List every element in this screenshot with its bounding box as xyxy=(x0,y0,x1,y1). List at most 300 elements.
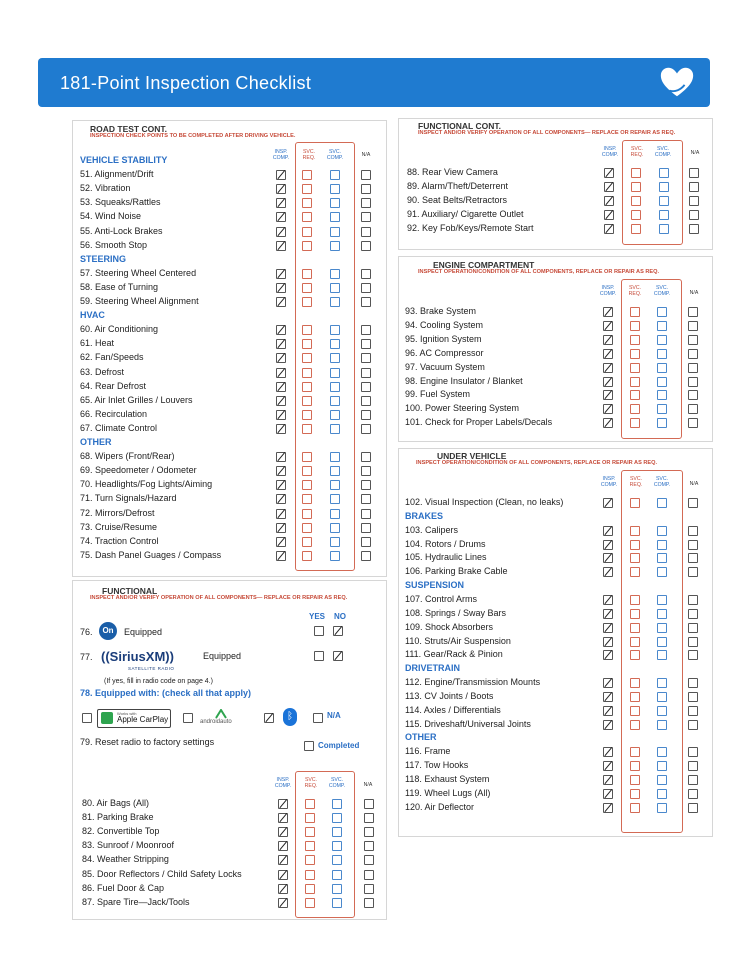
svc-req-checkbox[interactable] xyxy=(630,650,640,660)
svc-comp-checkbox[interactable] xyxy=(657,349,667,359)
svc-req-checkbox[interactable] xyxy=(302,353,312,363)
svc-req-checkbox[interactable] xyxy=(630,321,640,331)
svc-req-checkbox[interactable] xyxy=(305,884,315,894)
na-checkbox[interactable] xyxy=(361,339,371,349)
insp-comp-checkbox[interactable] xyxy=(603,761,613,771)
svc-req-checkbox[interactable] xyxy=(302,283,312,293)
insp-comp-checkbox[interactable] xyxy=(278,898,288,908)
svc-req-checkbox[interactable] xyxy=(302,523,312,533)
checklist-item-label: 65. Air Inlet Grilles / Louvers xyxy=(80,394,193,405)
na-checkbox[interactable] xyxy=(364,827,374,837)
na-checkbox[interactable] xyxy=(688,706,698,716)
insp-comp-checkbox[interactable] xyxy=(276,212,286,222)
svc-req-checkbox[interactable] xyxy=(630,637,640,647)
svc-req-checkbox[interactable] xyxy=(302,227,312,237)
svc-req-checkbox[interactable] xyxy=(305,827,315,837)
na-checkbox[interactable] xyxy=(361,480,371,490)
svc-req-checkbox[interactable] xyxy=(305,799,315,809)
na-checkbox[interactable] xyxy=(688,307,698,317)
svc-req-checkbox[interactable] xyxy=(631,182,641,192)
svc-req-checkbox[interactable] xyxy=(302,480,312,490)
heart-icon xyxy=(658,64,696,102)
svc-req-checkbox[interactable] xyxy=(302,170,312,180)
checklist-item-label: 97. Vacuum System xyxy=(405,361,485,372)
svc-req-checkbox[interactable] xyxy=(302,537,312,547)
insp-comp-checkbox[interactable] xyxy=(276,466,286,476)
bluetooth-checkbox[interactable] xyxy=(264,713,274,723)
svc-comp-checkbox[interactable] xyxy=(657,498,667,508)
svc-comp-checkbox[interactable] xyxy=(657,526,667,536)
na-checkbox[interactable] xyxy=(688,678,698,688)
insp-comp-checkbox[interactable] xyxy=(603,747,613,757)
insp-comp-checkbox[interactable] xyxy=(603,678,613,688)
svc-req-checkbox[interactable] xyxy=(302,509,312,519)
insp-comp-checkbox[interactable] xyxy=(278,884,288,894)
na-checkbox[interactable] xyxy=(361,382,371,392)
svc-req-checkbox[interactable] xyxy=(302,424,312,434)
svc-req-checkbox[interactable] xyxy=(630,775,640,785)
svc-req-checkbox[interactable] xyxy=(630,609,640,619)
functional-subtitle: INSPECT AND/OR VERIFY OPERATION OF ALL COMPONENTS— REPLACE OR REPAIR AS REQ. xyxy=(90,595,348,601)
svc-req-checkbox[interactable] xyxy=(630,540,640,550)
svc-req-checkbox[interactable] xyxy=(630,335,640,345)
svc-req-checkbox[interactable] xyxy=(631,224,641,234)
insp-comp-checkbox[interactable] xyxy=(604,224,614,234)
svc-comp-checkbox[interactable] xyxy=(330,227,340,237)
na-checkbox[interactable] xyxy=(361,551,371,561)
svc-req-checkbox[interactable] xyxy=(302,382,312,392)
na-checkbox[interactable] xyxy=(361,537,371,547)
insp-comp-checkbox[interactable] xyxy=(276,198,286,208)
item-76-yes-checkbox[interactable] xyxy=(314,626,324,636)
na-checkbox[interactable] xyxy=(361,269,371,279)
na-checkbox[interactable] xyxy=(688,595,698,605)
na-checkbox[interactable] xyxy=(688,720,698,730)
svc-comp-checkbox[interactable] xyxy=(657,390,667,400)
insp-comp-checkbox[interactable] xyxy=(276,509,286,519)
svc-req-checkbox[interactable] xyxy=(630,498,640,508)
svc-req-checkbox[interactable] xyxy=(630,747,640,757)
svc-comp-checkbox[interactable] xyxy=(330,396,340,406)
na-checkbox[interactable] xyxy=(688,404,698,414)
na-checkbox[interactable] xyxy=(689,168,699,178)
insp-comp-checkbox[interactable] xyxy=(603,692,613,702)
insp-comp-checkbox[interactable] xyxy=(278,799,288,809)
svc-comp-checkbox[interactable] xyxy=(330,551,340,561)
svc-comp-checkbox[interactable] xyxy=(330,241,340,251)
svc-comp-checkbox[interactable] xyxy=(659,210,669,220)
svc-comp-checkbox[interactable] xyxy=(332,799,342,809)
svc-comp-checkbox[interactable] xyxy=(657,623,667,633)
na-checkbox[interactable] xyxy=(689,224,699,234)
na-checkbox[interactable] xyxy=(361,452,371,462)
insp-comp-checkbox[interactable] xyxy=(278,813,288,823)
na-checkbox[interactable] xyxy=(361,198,371,208)
svc-comp-checkbox[interactable] xyxy=(657,720,667,730)
svc-req-checkbox[interactable] xyxy=(630,678,640,688)
eng-col-svc-comp: SVC. COMP. xyxy=(653,285,671,297)
checklist-item-label: 99. Fuel System xyxy=(405,389,471,400)
insp-comp-checkbox[interactable] xyxy=(276,537,286,547)
svc-comp-checkbox[interactable] xyxy=(657,567,667,577)
svc-comp-checkbox[interactable] xyxy=(657,321,667,331)
insp-comp-checkbox[interactable] xyxy=(276,410,286,420)
na-checkbox[interactable] xyxy=(361,353,371,363)
svc-comp-checkbox[interactable] xyxy=(657,775,667,785)
checklist-item-label: 92. Key Fob/Keys/Remote Start xyxy=(407,223,534,234)
insp-comp-checkbox[interactable] xyxy=(276,241,286,251)
svc-comp-checkbox[interactable] xyxy=(657,377,667,387)
svc-comp-checkbox[interactable] xyxy=(330,480,340,490)
insp-comp-checkbox[interactable] xyxy=(604,196,614,206)
svc-req-checkbox[interactable] xyxy=(302,368,312,378)
insp-comp-checkbox[interactable] xyxy=(603,404,613,414)
insp-comp-checkbox[interactable] xyxy=(278,827,288,837)
insp-comp-checkbox[interactable] xyxy=(276,325,286,335)
checklist-item-label: 60. Air Conditioning xyxy=(80,324,159,335)
na-checkbox[interactable] xyxy=(361,509,371,519)
insp-comp-checkbox[interactable] xyxy=(603,390,613,400)
insp-comp-checkbox[interactable] xyxy=(603,623,613,633)
svc-comp-checkbox[interactable] xyxy=(659,182,669,192)
insp-comp-checkbox[interactable] xyxy=(278,841,288,851)
na-checkbox[interactable] xyxy=(688,363,698,373)
svc-comp-checkbox[interactable] xyxy=(330,523,340,533)
svc-comp-checkbox[interactable] xyxy=(330,212,340,222)
svc-req-checkbox[interactable] xyxy=(630,553,640,563)
na-checkbox[interactable] xyxy=(361,466,371,476)
na-checkbox[interactable] xyxy=(688,377,698,387)
checklist-item-label: 81. Parking Brake xyxy=(82,812,154,823)
androidauto-checkbox[interactable] xyxy=(183,713,193,723)
insp-comp-checkbox[interactable] xyxy=(276,424,286,434)
na-checkbox[interactable] xyxy=(364,884,374,894)
insp-comp-checkbox[interactable] xyxy=(603,307,613,317)
na-checkbox[interactable] xyxy=(361,368,371,378)
svc-comp-checkbox[interactable] xyxy=(330,410,340,420)
svc-req-checkbox[interactable] xyxy=(630,377,640,387)
svc-req-checkbox[interactable] xyxy=(302,212,312,222)
engine-subtitle: INSPECT OPERATION/CONDITION OF ALL COMPONENTS, REPLACE OR REPAIR AS REQ. xyxy=(418,269,660,275)
checklist-item-label: 71. Turn Signals/Hazard xyxy=(80,493,177,504)
insp-comp-checkbox[interactable] xyxy=(604,168,614,178)
svc-comp-checkbox[interactable] xyxy=(330,424,340,434)
svc-req-checkbox[interactable] xyxy=(305,813,315,823)
svc-req-checkbox[interactable] xyxy=(630,404,640,414)
carplay-checkbox[interactable] xyxy=(82,713,92,723)
insp-comp-checkbox[interactable] xyxy=(276,480,286,490)
svc-req-checkbox[interactable] xyxy=(630,595,640,605)
na-checkbox[interactable] xyxy=(688,540,698,550)
svc-comp-checkbox[interactable] xyxy=(657,404,667,414)
svc-comp-checkbox[interactable] xyxy=(332,827,342,837)
na-checkbox[interactable] xyxy=(688,623,698,633)
checklist-item-label: 52. Vibration xyxy=(80,183,131,194)
na-checkbox[interactable] xyxy=(688,609,698,619)
svc-comp-checkbox[interactable] xyxy=(657,335,667,345)
checklist-item-label: 73. Cruise/Resume xyxy=(80,521,158,532)
insp-comp-checkbox[interactable] xyxy=(276,452,286,462)
svc-comp-checkbox[interactable] xyxy=(330,382,340,392)
svc-comp-checkbox[interactable] xyxy=(657,706,667,716)
item-77-num: 77. xyxy=(80,652,93,662)
na-checkbox[interactable] xyxy=(361,170,371,180)
na-checkbox[interactable] xyxy=(688,321,698,331)
svc-comp-checkbox[interactable] xyxy=(657,803,667,813)
na-checkbox[interactable] xyxy=(313,713,323,723)
na-checkbox[interactable] xyxy=(361,424,371,434)
na-checkbox[interactable] xyxy=(361,325,371,335)
svc-req-checkbox[interactable] xyxy=(631,168,641,178)
insp-comp-checkbox[interactable] xyxy=(276,382,286,392)
svc-req-checkbox[interactable] xyxy=(631,196,641,206)
svc-req-checkbox[interactable] xyxy=(631,210,641,220)
insp-comp-checkbox[interactable] xyxy=(603,498,613,508)
na-checkbox[interactable] xyxy=(364,898,374,908)
svc-comp-checkbox[interactable] xyxy=(332,870,342,880)
functional-svc-box xyxy=(295,771,355,918)
insp-comp-checkbox[interactable] xyxy=(276,523,286,533)
checklist-item-label: 103. Calipers xyxy=(405,524,459,535)
insp-comp-checkbox[interactable] xyxy=(603,526,613,536)
insp-comp-checkbox[interactable] xyxy=(603,650,613,660)
checklist-item-label: 91. Auxiliary/ Cigarette Outlet xyxy=(407,209,524,220)
na-checkbox[interactable] xyxy=(361,396,371,406)
svc-comp-checkbox[interactable] xyxy=(330,170,340,180)
na-checkbox[interactable] xyxy=(364,855,374,865)
svc-req-checkbox[interactable] xyxy=(302,269,312,279)
na-checkbox[interactable] xyxy=(361,523,371,533)
svc-comp-checkbox[interactable] xyxy=(330,452,340,462)
na-checkbox[interactable] xyxy=(364,841,374,851)
insp-comp-checkbox[interactable] xyxy=(276,170,286,180)
na-checkbox[interactable] xyxy=(688,335,698,345)
svc-comp-checkbox[interactable] xyxy=(332,813,342,823)
na-checkbox[interactable] xyxy=(688,692,698,702)
svc-comp-checkbox[interactable] xyxy=(330,269,340,279)
na-checkbox[interactable] xyxy=(688,418,698,428)
svc-req-checkbox[interactable] xyxy=(630,803,640,813)
svc-req-checkbox[interactable] xyxy=(630,706,640,716)
svc-req-checkbox[interactable] xyxy=(630,418,640,428)
na-checkbox[interactable] xyxy=(361,184,371,194)
insp-comp-checkbox[interactable] xyxy=(276,184,286,194)
insp-comp-checkbox[interactable] xyxy=(603,363,613,373)
item-77-no-checkbox[interactable] xyxy=(333,651,343,661)
svc-comp-checkbox[interactable] xyxy=(657,678,667,688)
svc-req-checkbox[interactable] xyxy=(305,855,315,865)
insp-comp-checkbox[interactable] xyxy=(276,353,286,363)
svc-comp-checkbox[interactable] xyxy=(657,595,667,605)
na-checkbox[interactable] xyxy=(688,650,698,660)
checklist-item-label: 87. Spare Tire—Jack/Tools xyxy=(82,896,190,907)
na-checkbox[interactable] xyxy=(689,196,699,206)
svc-comp-checkbox[interactable] xyxy=(657,307,667,317)
svc-comp-checkbox[interactable] xyxy=(330,368,340,378)
na-checkbox[interactable] xyxy=(689,210,699,220)
svc-req-checkbox[interactable] xyxy=(630,567,640,577)
checklist-item-label: 70. Headlights/Fog Lights/Aiming xyxy=(80,479,213,490)
svc-comp-checkbox[interactable] xyxy=(657,761,667,771)
insp-comp-checkbox[interactable] xyxy=(603,540,613,550)
svc-req-checkbox[interactable] xyxy=(302,339,312,349)
insp-comp-checkbox[interactable] xyxy=(278,870,288,880)
insp-comp-checkbox[interactable] xyxy=(603,609,613,619)
na-checkbox[interactable] xyxy=(361,241,371,251)
insp-comp-checkbox[interactable] xyxy=(276,269,286,279)
na-checkbox[interactable] xyxy=(688,390,698,400)
insp-comp-checkbox[interactable] xyxy=(603,418,613,428)
na-checkbox[interactable] xyxy=(361,494,371,504)
svc-req-checkbox[interactable] xyxy=(302,466,312,476)
svc-req-checkbox[interactable] xyxy=(302,241,312,251)
insp-comp-checkbox[interactable] xyxy=(276,551,286,561)
svc-comp-checkbox[interactable] xyxy=(330,494,340,504)
insp-comp-checkbox[interactable] xyxy=(278,855,288,865)
svc-req-checkbox[interactable] xyxy=(302,297,312,307)
svc-req-checkbox[interactable] xyxy=(305,841,315,851)
insp-comp-checkbox[interactable] xyxy=(603,720,613,730)
svc-req-checkbox[interactable] xyxy=(630,363,640,373)
insp-comp-checkbox[interactable] xyxy=(603,789,613,799)
svc-req-checkbox[interactable] xyxy=(630,390,640,400)
na-checkbox[interactable] xyxy=(361,410,371,420)
na-checkbox[interactable] xyxy=(688,747,698,757)
na-checkbox[interactable] xyxy=(688,526,698,536)
insp-comp-checkbox[interactable] xyxy=(604,182,614,192)
svc-comp-checkbox[interactable] xyxy=(657,747,667,757)
insp-comp-checkbox[interactable] xyxy=(603,595,613,605)
na-checkbox[interactable] xyxy=(688,567,698,577)
na-checkbox[interactable] xyxy=(364,799,374,809)
svc-req-checkbox[interactable] xyxy=(630,761,640,771)
na-checkbox[interactable] xyxy=(361,227,371,237)
insp-comp-checkbox[interactable] xyxy=(276,297,286,307)
svc-comp-checkbox[interactable] xyxy=(332,841,342,851)
svc-comp-checkbox[interactable] xyxy=(657,609,667,619)
svc-comp-checkbox[interactable] xyxy=(657,363,667,373)
insp-comp-checkbox[interactable] xyxy=(603,567,613,577)
na-checkbox[interactable] xyxy=(688,349,698,359)
insp-comp-checkbox[interactable] xyxy=(603,637,613,647)
svc-req-checkbox[interactable] xyxy=(305,870,315,880)
svc-comp-checkbox[interactable] xyxy=(330,283,340,293)
svc-comp-checkbox[interactable] xyxy=(330,325,340,335)
insp-comp-checkbox[interactable] xyxy=(603,321,613,331)
svc-comp-checkbox[interactable] xyxy=(657,789,667,799)
na-checkbox[interactable] xyxy=(689,182,699,192)
na-checkbox[interactable] xyxy=(688,498,698,508)
na-checkbox[interactable] xyxy=(688,637,698,647)
svc-comp-checkbox[interactable] xyxy=(332,884,342,894)
svc-comp-checkbox[interactable] xyxy=(330,297,340,307)
na-checkbox[interactable] xyxy=(688,803,698,813)
svc-comp-checkbox[interactable] xyxy=(330,466,340,476)
svc-req-checkbox[interactable] xyxy=(302,184,312,194)
svc-comp-checkbox[interactable] xyxy=(332,855,342,865)
insp-comp-checkbox[interactable] xyxy=(603,706,613,716)
na-checkbox[interactable] xyxy=(361,297,371,307)
item-76-no-checkbox[interactable] xyxy=(333,626,343,636)
insp-comp-checkbox[interactable] xyxy=(603,775,613,785)
svc-req-checkbox[interactable] xyxy=(302,452,312,462)
na-checkbox[interactable] xyxy=(361,212,371,222)
svc-req-checkbox[interactable] xyxy=(630,789,640,799)
svc-comp-checkbox[interactable] xyxy=(659,168,669,178)
na-checkbox[interactable] xyxy=(688,775,698,785)
insp-comp-checkbox[interactable] xyxy=(276,283,286,293)
insp-comp-checkbox[interactable] xyxy=(603,349,613,359)
svc-req-checkbox[interactable] xyxy=(302,551,312,561)
svc-comp-checkbox[interactable] xyxy=(330,339,340,349)
category-label: VEHICLE STABILITY xyxy=(80,155,168,165)
insp-comp-checkbox[interactable] xyxy=(276,396,286,406)
na-checkbox[interactable] xyxy=(688,789,698,799)
checklist-item-label: 84. Weather Stripping xyxy=(82,854,169,865)
insp-comp-checkbox[interactable] xyxy=(603,335,613,345)
insp-comp-checkbox[interactable] xyxy=(276,494,286,504)
svc-req-checkbox[interactable] xyxy=(630,720,640,730)
radio-code-note: (If yes, fill in radio code on page 4.) xyxy=(104,678,213,685)
checklist-item-label: 88. Rear View Camera xyxy=(407,167,498,177)
svc-req-checkbox[interactable] xyxy=(630,692,640,702)
na-checkbox[interactable] xyxy=(688,553,698,563)
svc-comp-checkbox[interactable] xyxy=(330,509,340,519)
na-checkbox[interactable] xyxy=(361,283,371,293)
insp-comp-checkbox[interactable] xyxy=(603,803,613,813)
svc-comp-checkbox[interactable] xyxy=(659,196,669,206)
svc-req-checkbox[interactable] xyxy=(302,325,312,335)
completed-checkbox[interactable] xyxy=(304,741,314,751)
svc-req-checkbox[interactable] xyxy=(302,494,312,504)
insp-comp-checkbox[interactable] xyxy=(276,339,286,349)
checklist-item-label: 101. Check for Proper Labels/Decals xyxy=(405,417,553,428)
svc-req-checkbox[interactable] xyxy=(630,307,640,317)
item-77-yes-checkbox[interactable] xyxy=(314,651,324,661)
func-col-insp: INSP. COMP. xyxy=(274,777,292,789)
svc-req-checkbox[interactable] xyxy=(302,396,312,406)
insp-comp-checkbox[interactable] xyxy=(276,227,286,237)
svc-comp-checkbox[interactable] xyxy=(659,224,669,234)
svc-req-checkbox[interactable] xyxy=(305,898,315,908)
insp-comp-checkbox[interactable] xyxy=(603,553,613,563)
svc-comp-checkbox[interactable] xyxy=(657,553,667,563)
insp-comp-checkbox[interactable] xyxy=(604,210,614,220)
svc-comp-checkbox[interactable] xyxy=(330,353,340,363)
svc-comp-checkbox[interactable] xyxy=(330,537,340,547)
svc-req-checkbox[interactable] xyxy=(630,623,640,633)
insp-comp-checkbox[interactable] xyxy=(276,368,286,378)
na-checkbox[interactable] xyxy=(364,870,374,880)
svc-comp-checkbox[interactable] xyxy=(332,898,342,908)
svc-comp-checkbox[interactable] xyxy=(657,418,667,428)
checklist-item-label: 104. Rotors / Drums xyxy=(405,538,486,549)
na-checkbox[interactable] xyxy=(688,761,698,771)
svc-comp-checkbox[interactable] xyxy=(657,637,667,647)
svc-comp-checkbox[interactable] xyxy=(330,184,340,194)
svc-comp-checkbox[interactable] xyxy=(657,650,667,660)
svc-comp-checkbox[interactable] xyxy=(657,692,667,702)
svc-req-checkbox[interactable] xyxy=(302,410,312,420)
insp-comp-checkbox[interactable] xyxy=(603,377,613,387)
checklist-item-label: 114. Axles / Differentials xyxy=(405,704,501,715)
svc-req-checkbox[interactable] xyxy=(630,349,640,359)
svc-req-checkbox[interactable] xyxy=(630,526,640,536)
svc-comp-checkbox[interactable] xyxy=(657,540,667,550)
svc-req-checkbox[interactable] xyxy=(302,198,312,208)
svc-comp-checkbox[interactable] xyxy=(330,198,340,208)
na-checkbox[interactable] xyxy=(364,813,374,823)
